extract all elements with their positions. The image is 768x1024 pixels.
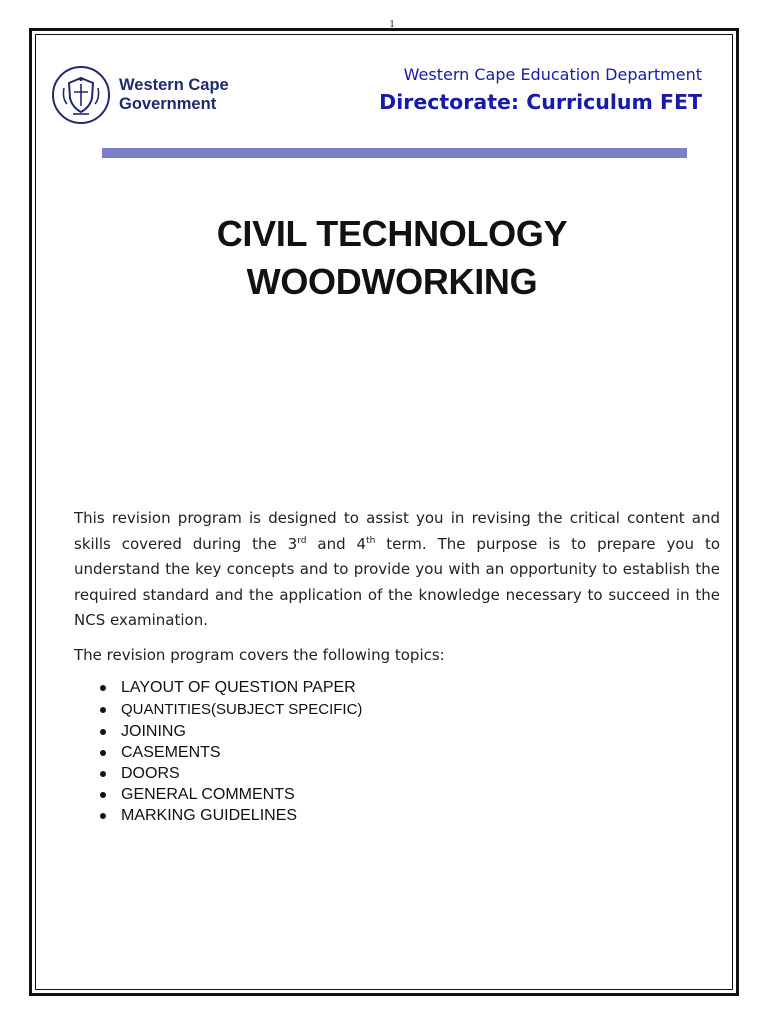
department-header [379, 64, 702, 117]
directorate-name: Directorate: Curriculum FET [379, 90, 702, 114]
header-divider [102, 148, 687, 158]
logo-line-2: Government [119, 95, 217, 113]
intro-paragraph [74, 506, 720, 634]
list-item: JOINING [98, 721, 362, 742]
intro-text-2: and 4 [306, 534, 367, 553]
list-item: LAYOUT OF QUESTION PAPER [98, 677, 362, 699]
list-item: GENERAL COMMENTS [98, 784, 362, 805]
intro-text-3: term. The purpose is to prepare you to understand the key concepts and to provide you with an opportunity to establish the required standard and the application of the knowledge necessary to succeed in the NCS examination. [74, 534, 720, 629]
western-cape-government-logo [52, 66, 229, 124]
list-item: QUANTITIES(SUBJECT SPECIFIC) [98, 699, 362, 721]
intro-text-1: This revision program is designed to assist you in revising the critical content and skills covered during the 3 [74, 509, 720, 553]
page-number: 1 [389, 18, 395, 30]
document-title [0, 210, 768, 306]
list-item: MARKING GUIDELINES [98, 805, 362, 826]
coat-of-arms-icon [52, 66, 110, 124]
topics-intro: The revision program covers the following topics: [74, 646, 445, 664]
title-line-2: WOODWORKING [246, 261, 538, 302]
topics-list [98, 677, 362, 826]
intro-sup-th: th [366, 535, 376, 546]
department-name: Western Cape Education Department [403, 65, 702, 84]
title-line-1: CIVIL TECHNOLOGY [216, 213, 568, 254]
intro-sup-rd: rd [297, 535, 307, 546]
list-item: DOORS [98, 763, 362, 784]
list-item: CASEMENTS [98, 742, 362, 763]
logo-text [119, 76, 229, 114]
logo-line-1: Western Cape [119, 76, 229, 94]
